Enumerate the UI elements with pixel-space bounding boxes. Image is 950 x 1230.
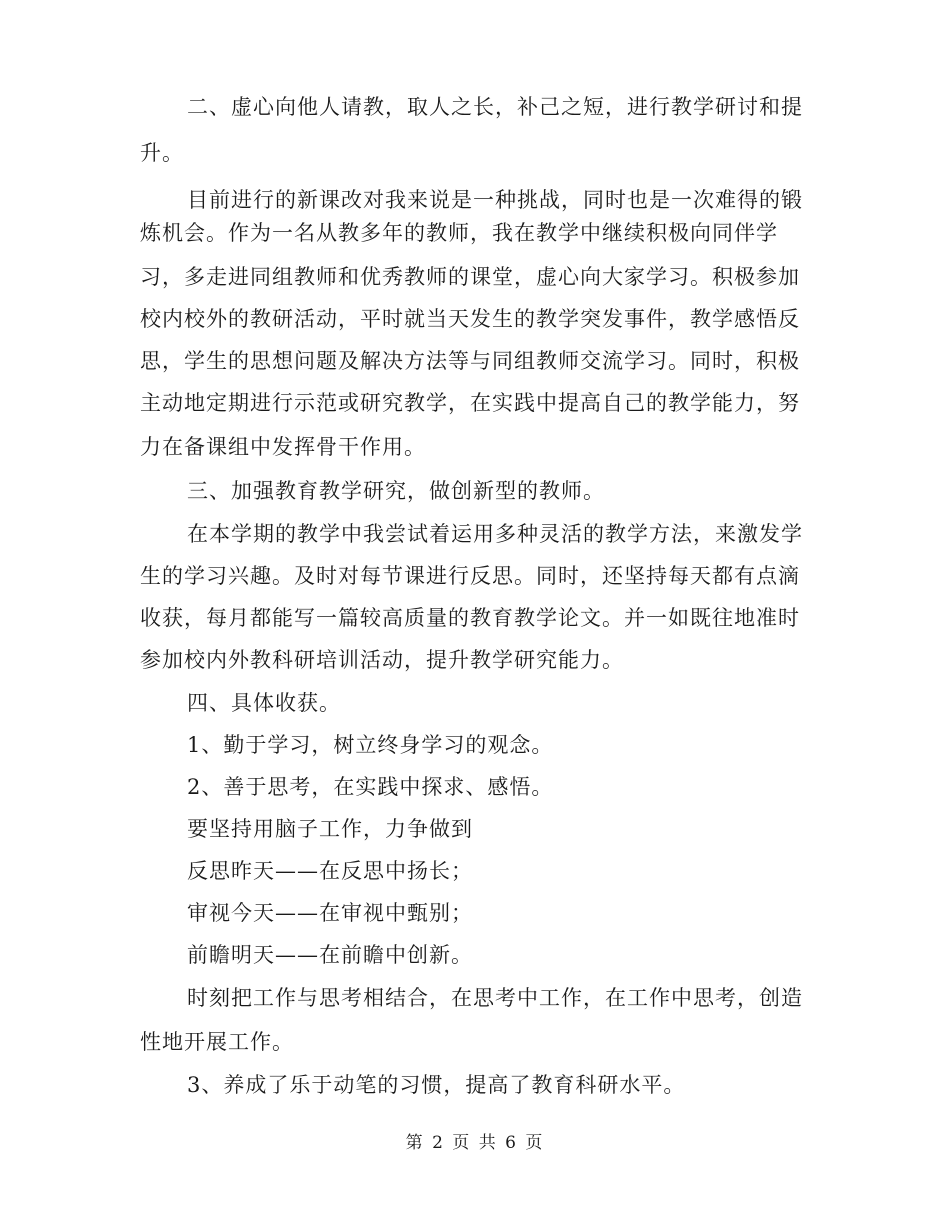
text-line: 反思昨天——在反思中扬长； (187, 859, 473, 883)
text-line: 思，学生的思想问题及解决方法等与同组教师交流学习。同时，积极 (140, 349, 800, 373)
page-number-footer: 第 2 页 共 6 页 (405, 1133, 545, 1153)
text-line: 生的学习兴趣。及时对每节课进行反思。同时，还坚持每天都有点滴 (140, 564, 800, 588)
text-line: 目前进行的新课改对我来说是一种挑战，同时也是一次难得的锻 (187, 188, 803, 212)
list-item: 2、善于思考，在实践中探求、感悟。 (187, 775, 554, 799)
text-line: 时刻把工作与思考相结合，在思考中工作，在工作中思考，创造 (187, 986, 803, 1010)
text-line: 参加校内外教科研培训活动，提升教学研究能力。 (140, 648, 624, 672)
text-line: 在本学期的教学中我尝试着运用多种灵活的教学方法，来激发学 (187, 522, 803, 546)
text-line: 审视今天——在审视中甄别； (187, 901, 473, 925)
text-line: 升。 (140, 141, 184, 165)
text-line: 二、虚心向他人请教，取人之长，补己之短，进行教学研讨和提 (187, 95, 803, 119)
text-line: 习，多走进同组教师和优秀教师的课堂，虚心向大家学习。积极参加 (140, 265, 800, 289)
text-line: 力在备课组中发挥骨干作用。 (140, 435, 426, 459)
text-line: 主动地定期进行示范或研究教学，在实践中提高自己的教学能力，努 (140, 391, 800, 415)
section-heading: 三、加强教育教学研究，做创新型的教师。 (187, 479, 605, 503)
text-line: 校内校外的教研活动，平时就当天发生的教学突发事件，教学感悟反 (140, 307, 800, 331)
text-line: 性地开展工作。 (140, 1030, 294, 1054)
text-line: 炼机会。作为一名从教多年的教师，我在教学中继续积极向同伴学 (140, 221, 778, 245)
text-line: 要坚持用脑子工作，力争做到 (187, 817, 473, 841)
text-line: 收获，每月都能写一篇较高质量的教育教学论文。并一如既往地准时 (140, 606, 800, 630)
list-item: 3、养成了乐于动笔的习惯，提高了教育科研水平。 (187, 1073, 686, 1097)
section-heading: 四、具体收获。 (187, 691, 341, 715)
text-line: 前瞻明天——在前瞻中创新。 (187, 943, 473, 967)
list-item: 1、勤于学习，树立终身学习的观念。 (187, 733, 554, 757)
